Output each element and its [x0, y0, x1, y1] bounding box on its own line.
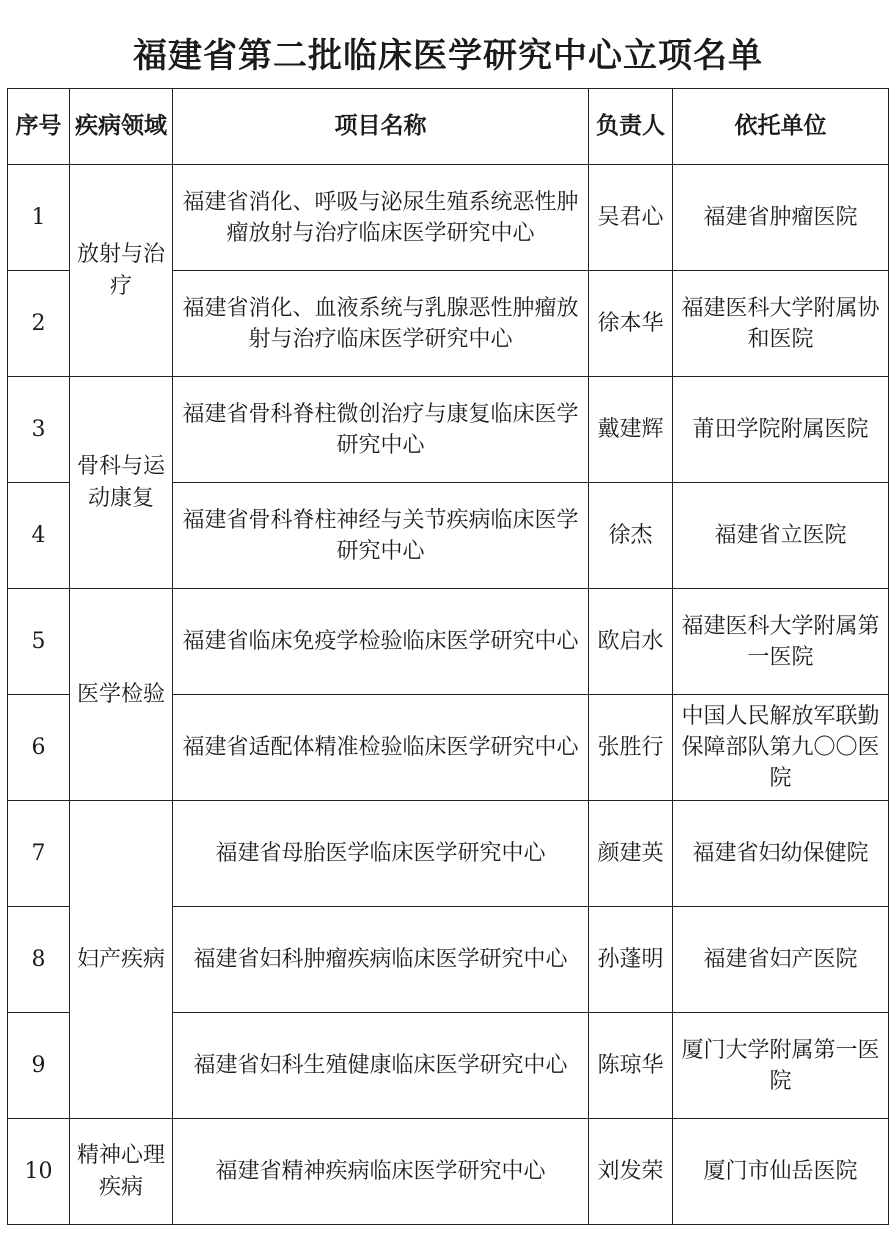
row-leader: 徐本华 — [589, 271, 673, 377]
row-project: 福建省妇科生殖健康临床医学研究中心 — [173, 1013, 589, 1119]
row-leader: 陈琼华 — [589, 1013, 673, 1119]
row-seq: 4 — [8, 483, 70, 589]
header-row — [8, 89, 889, 165]
header-leader: 负责人 — [589, 89, 673, 165]
header-seq: 序号 — [8, 89, 70, 165]
row-leader: 戴建辉 — [589, 377, 673, 483]
project-table — [7, 88, 889, 1225]
row-unit: 中国人民解放军联勤保障部队第九〇〇医院 — [673, 695, 889, 801]
row-seq: 8 — [8, 907, 70, 1013]
header-project: 项目名称 — [173, 89, 589, 165]
row-project: 福建省精神疾病临床医学研究中心 — [173, 1119, 589, 1225]
row-seq: 3 — [8, 377, 70, 483]
row-seq: 10 — [8, 1119, 70, 1225]
row-unit: 福建省妇产医院 — [673, 907, 889, 1013]
row-seq: 6 — [8, 695, 70, 801]
row-leader: 刘发荣 — [589, 1119, 673, 1225]
header-unit: 依托单位 — [673, 89, 889, 165]
row-unit: 福建省妇幼保健院 — [673, 801, 889, 907]
row-unit: 福建医科大学附属第一医院 — [673, 589, 889, 695]
page-title: 福建省第二批临床医学研究中心立项名单 — [133, 36, 763, 76]
row-unit: 福建医科大学附属协和医院 — [673, 271, 889, 377]
area-cell: 医学检验 — [70, 589, 173, 801]
row-project: 福建省适配体精准检验临床医学研究中心 — [173, 695, 589, 801]
area-cell: 妇产疾病 — [70, 801, 173, 1119]
row-project: 福建省消化、血液系统与乳腺恶性肿瘤放射与治疗临床医学研究中心 — [173, 271, 589, 377]
table-row — [8, 377, 889, 483]
row-leader: 欧启水 — [589, 589, 673, 695]
row-leader: 吴君心 — [589, 165, 673, 271]
row-project: 福建省妇科肿瘤疾病临床医学研究中心 — [173, 907, 589, 1013]
table-row — [8, 1119, 889, 1225]
row-unit: 厦门市仙岳医院 — [673, 1119, 889, 1225]
table-row — [8, 165, 889, 271]
row-unit: 福建省肿瘤医院 — [673, 165, 889, 271]
row-seq: 1 — [8, 165, 70, 271]
row-leader: 张胜行 — [589, 695, 673, 801]
row-seq: 2 — [8, 271, 70, 377]
row-seq: 7 — [8, 801, 70, 907]
table-row — [8, 801, 889, 907]
row-unit: 福建省立医院 — [673, 483, 889, 589]
row-seq: 9 — [8, 1013, 70, 1119]
row-project: 福建省母胎医学临床医学研究中心 — [173, 801, 589, 907]
row-project: 福建省骨科脊柱神经与关节疾病临床医学研究中心 — [173, 483, 589, 589]
row-project: 福建省临床免疫学检验临床医学研究中心 — [173, 589, 589, 695]
row-unit: 莆田学院附属医院 — [673, 377, 889, 483]
row-leader: 孙蓬明 — [589, 907, 673, 1013]
header-area: 疾病领域 — [70, 89, 173, 165]
row-seq: 5 — [8, 589, 70, 695]
row-project: 福建省消化、呼吸与泌尿生殖系统恶性肿瘤放射与治疗临床医学研究中心 — [173, 165, 589, 271]
row-unit: 厦门大学附属第一医院 — [673, 1013, 889, 1119]
area-cell: 精神心理疾病 — [70, 1119, 173, 1225]
area-cell: 放射与治疗 — [70, 165, 173, 377]
area-cell: 骨科与运动康复 — [70, 377, 173, 589]
row-leader: 徐杰 — [589, 483, 673, 589]
row-project: 福建省骨科脊柱微创治疗与康复临床医学研究中心 — [173, 377, 589, 483]
row-leader: 颜建英 — [589, 801, 673, 907]
table-row — [8, 589, 889, 695]
